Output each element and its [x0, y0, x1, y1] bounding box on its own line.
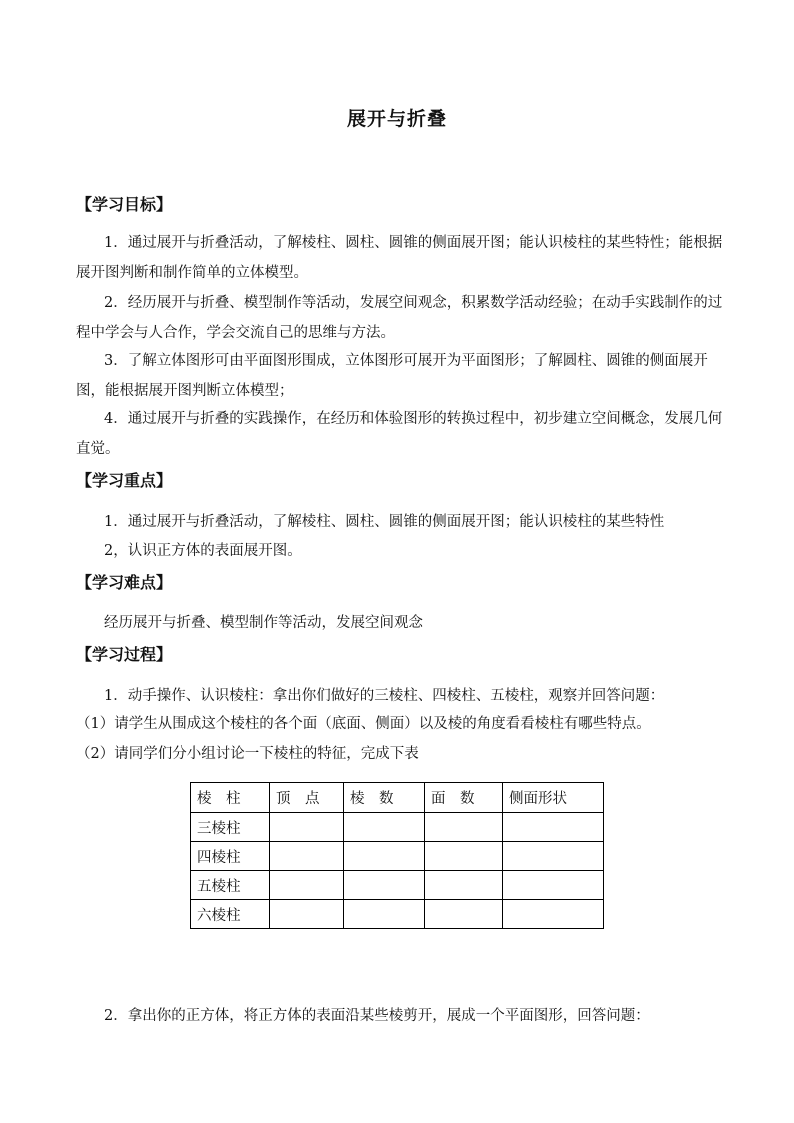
- table-cell: [425, 900, 503, 929]
- table-row: [191, 842, 604, 871]
- difficulty-text: 经历展开与折叠、模型制作等活动，发展空间观念: [104, 615, 423, 631]
- table-header-row: [191, 783, 604, 813]
- table-cell: [344, 871, 425, 900]
- table-header-cell: 面 数: [425, 783, 503, 813]
- table-cell: [270, 813, 344, 842]
- table-row: [191, 813, 604, 842]
- table-row-label: 四棱柱: [191, 842, 270, 871]
- process-step-1: 1．动手操作、认识棱柱：拿出你们做好的三棱柱、四棱柱、五棱柱，观察并回答问题：: [104, 688, 665, 704]
- difficulties-heading: 【学习难点】: [76, 573, 173, 592]
- table-header-cell: 棱 柱: [191, 783, 270, 813]
- table-cell: [503, 871, 604, 900]
- table-row-label: 五棱柱: [191, 871, 270, 900]
- table-header-cell: 顶 点: [270, 783, 344, 813]
- key-point-item-2: 2，认识正方体的表面展开图。: [104, 543, 302, 559]
- prism-table: [190, 782, 604, 929]
- page-title: 展开与折叠: [346, 108, 447, 130]
- goal-item-3: 3．了解立体图形可由平面图形围成，立体图形可展开为平面图形；了解圆柱、圆锥的侧面展开图，能根据展开图判断立体模型；: [76, 353, 708, 399]
- table-cell: [344, 842, 425, 871]
- table-cell: [503, 813, 604, 842]
- table-header-cell: 棱 数: [344, 783, 425, 813]
- table-cell: [344, 813, 425, 842]
- table-row-label: 三棱柱: [191, 813, 270, 842]
- table-cell: [425, 842, 503, 871]
- table-cell: [270, 842, 344, 871]
- process-heading: 【学习过程】: [76, 645, 173, 664]
- goal-item-1: 1．通过展开与折叠活动，了解棱柱、圆柱、圆锥的侧面展开图；能认识棱柱的某些特性；能根据展开图判断和制作简单的立体模型。: [76, 235, 723, 281]
- table-cell: [503, 842, 604, 871]
- goal-item-2: 2．经历展开与折叠、模型制作等活动，发展空间观念，积累数学活动经验；在动手实践制作的过程中学会与人合作，学会交流自己的思维与方法。: [76, 295, 723, 341]
- table-cell: [503, 900, 604, 929]
- table-cell: [425, 871, 503, 900]
- table-cell: [270, 871, 344, 900]
- table-cell: [425, 813, 503, 842]
- key-points-heading: 【学习重点】: [76, 471, 173, 490]
- goal-item-4: 4．通过展开与折叠的实践操作，在经历和体验图形的转换过程中，初步建立空间概念，发展几何直觉。: [76, 411, 723, 457]
- key-point-item-1: 1．通过展开与折叠活动，了解棱柱、圆柱、圆锥的侧面展开图；能认识棱柱的某些特性: [104, 514, 665, 530]
- table-cell: [270, 900, 344, 929]
- process-sub-2: （2）请同学们分小组讨论一下棱柱的特征，完成下表: [76, 746, 419, 762]
- goals-heading: 【学习目标】: [76, 195, 173, 214]
- table-row: [191, 900, 604, 929]
- table-header-cell: 侧面形状: [503, 783, 604, 813]
- table-row: [191, 871, 604, 900]
- table-cell: [344, 900, 425, 929]
- process-sub-1: （1）请学生从围成这个棱柱的各个面（底面、侧面）以及棱的角度看看棱柱有哪些特点。: [76, 716, 651, 732]
- table-row-label: 六棱柱: [191, 900, 270, 929]
- process-step-2: 2．拿出你的正方体，将正方体的表面沿某些棱剪开，展成一个平面图形，回答问题：: [104, 1008, 650, 1024]
